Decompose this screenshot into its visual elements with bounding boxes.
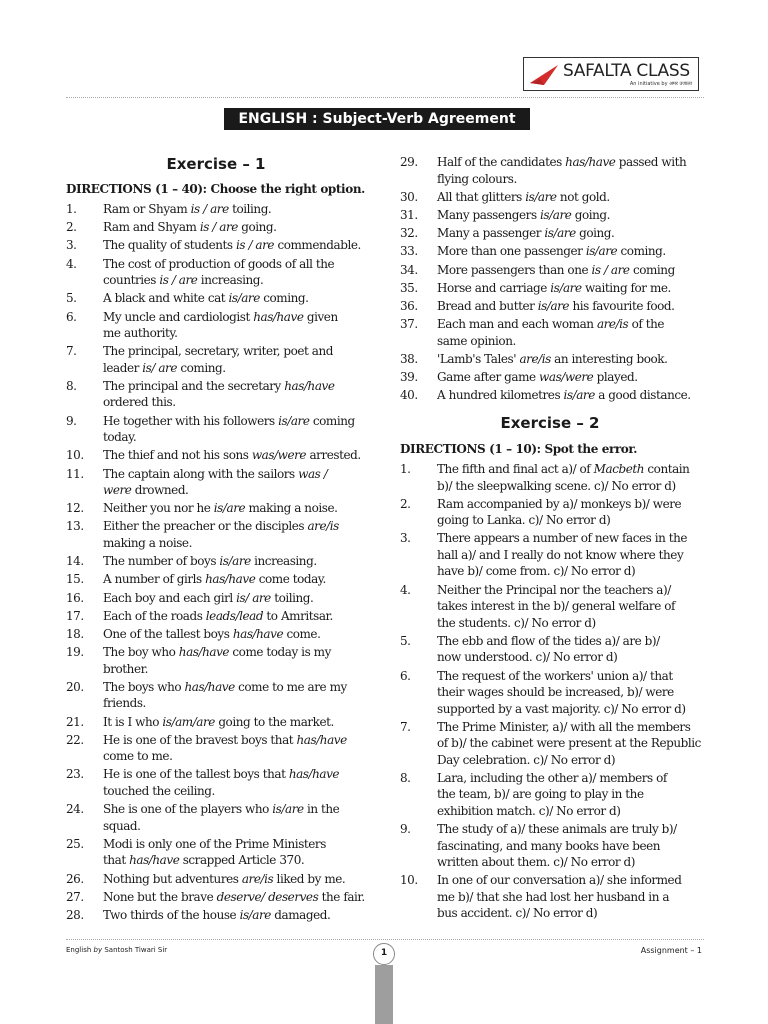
footer-author (66, 946, 167, 954)
item-line: touched the ceiling. (103, 783, 215, 798)
item-line: The boys who has/have come to me are my (103, 679, 347, 694)
item-line: The cost of production of goods of all the (103, 256, 335, 271)
item-line: A number of girls has/have come today. (103, 572, 326, 587)
item-line: me authority. (103, 326, 178, 340)
item-number: 19. (66, 645, 84, 660)
item-text (437, 225, 702, 242)
item-line: Ram accompanied by a)/ monkeys b)/ were (437, 496, 682, 511)
item-number: 31. (400, 207, 418, 222)
page-title: ENGLISH : Subject-Verb Agreement (224, 108, 530, 130)
item-text (103, 343, 368, 376)
item-text (437, 668, 702, 718)
ex1-item-3 (66, 237, 368, 254)
item-line: The fifth and final act a)/ of Macbeth contain (437, 462, 690, 476)
item-text (103, 714, 368, 731)
item-line: The principal, secretary, writer, poet and (103, 344, 333, 359)
item-number: 25. (66, 836, 84, 851)
ex1-item-15 (66, 571, 368, 588)
item-text (437, 719, 702, 769)
item-line: More passengers than one is / are coming (437, 262, 675, 277)
item-line: Ram or Shyam is / are toiling. (103, 202, 272, 216)
footer-assignment: Assignment – 1 (640, 946, 702, 955)
item-line: A black and white cat is/are coming. (103, 291, 309, 306)
exercise-2-directions: DIRECTIONS (1 – 10): Spot the error. (400, 442, 638, 456)
ex2-item-1 (400, 461, 702, 494)
item-line: The thief and not his sons was/were arrested. (103, 448, 361, 463)
item-text (437, 821, 702, 871)
item-text (103, 644, 368, 677)
item-number: 15. (66, 572, 84, 587)
ex1-item-37 (400, 316, 702, 349)
exercise-1-directions: DIRECTIONS (1 – 40): Choose the right option. (66, 182, 365, 196)
item-line: The quality of students is / are commendable. (103, 238, 361, 253)
item-line: bus accident. c)/ No error d) (437, 906, 598, 921)
item-line: Two thirds of the house is/are damaged. (103, 907, 331, 922)
item-line: leader is/ are coming. (103, 360, 226, 375)
item-number: 33. (400, 244, 418, 259)
item-text (103, 766, 368, 799)
item-line: Neither the Principal nor the teachers a)/ (437, 582, 671, 597)
item-text (103, 836, 368, 869)
exercise-2-heading: Exercise – 2 (500, 414, 600, 432)
item-text (437, 316, 702, 349)
item-text (103, 447, 368, 464)
item-line: flying colours. (437, 171, 517, 186)
item-text (103, 608, 368, 625)
item-number: 26. (66, 871, 84, 886)
safalta-class-logo (523, 57, 699, 91)
ex1-item-33 (400, 243, 702, 260)
item-number: 12. (66, 501, 84, 516)
item-number: 36. (400, 298, 418, 313)
ex1-item-35 (400, 280, 702, 297)
logo-tagline: An initiative by अमर उजाला (629, 81, 692, 87)
footer-divider (66, 939, 704, 940)
item-line: brother. (103, 661, 148, 676)
item-number: 10. (66, 448, 84, 463)
item-text (437, 189, 702, 206)
item-text (103, 679, 368, 712)
logo-name: SAFALTA CLASS (563, 61, 690, 81)
item-text (103, 378, 368, 411)
page-number: 1 (373, 943, 395, 965)
ex2-item-7 (400, 719, 702, 769)
ex1-item-25 (66, 836, 368, 869)
item-number: 38. (400, 351, 418, 366)
exercise-1-heading: Exercise – 1 (166, 155, 266, 173)
ex1-item-16 (66, 590, 368, 607)
item-number: 24. (66, 802, 84, 817)
item-number: 34. (400, 262, 418, 277)
ex1-item-6 (66, 309, 368, 342)
item-line: He is one of the tallest boys that has/have (103, 767, 340, 782)
item-text (437, 461, 702, 494)
ex1-item-32 (400, 225, 702, 242)
item-number: 32. (400, 226, 418, 241)
item-text (437, 496, 702, 529)
item-number: 4. (66, 256, 77, 271)
item-line: There appears a number of new faces in the (437, 531, 688, 546)
item-line: The ebb and flow of the tides a)/ are b)/ (437, 633, 660, 648)
item-line: hall a)/ and I really do not know where they (437, 547, 684, 562)
item-text (437, 298, 702, 315)
item-line: The request of the workers' union a)/ that (437, 668, 673, 683)
item-line: Many passengers is/are going. (437, 207, 611, 222)
ex1-item-34 (400, 262, 702, 279)
ex2-item-4 (400, 582, 702, 632)
item-line: She is one of the players who is/are in the (103, 802, 340, 817)
item-line: He is one of the bravest boys that has/have (103, 732, 347, 747)
item-number: 22. (66, 732, 84, 747)
item-line: Nothing but adventures are/is liked by me. (103, 871, 346, 886)
item-line: None but the brave deserve/ deserves the fair. (103, 889, 365, 904)
ex1-item-11 (66, 466, 368, 499)
item-line: now understood. c)/ No error d) (437, 650, 618, 665)
item-number: 29. (400, 155, 418, 169)
item-text (103, 801, 368, 834)
ex1-item-38 (400, 351, 702, 368)
item-number: 7. (66, 344, 77, 359)
item-text (103, 500, 368, 517)
item-text (437, 369, 702, 386)
item-line: written about them. c)/ No error d) (437, 855, 635, 870)
item-text (103, 201, 368, 218)
item-text (437, 351, 702, 368)
item-line: that has/have scrapped Article 370. (103, 853, 305, 868)
item-number: 1. (66, 202, 77, 216)
item-line: The number of boys is/are increasing. (103, 554, 317, 569)
ex1-item-28 (66, 907, 368, 924)
item-text (437, 387, 702, 404)
ex1-item-10 (66, 447, 368, 464)
item-number: 11. (66, 466, 84, 481)
ex1-item-12 (66, 500, 368, 517)
ex1-item-23 (66, 766, 368, 799)
item-line: Half of the candidates has/have passed with (437, 155, 687, 169)
item-text (103, 732, 368, 765)
item-line: Either the preacher or the disciples are/is (103, 519, 339, 534)
item-line: Game after game was/were played. (437, 370, 638, 384)
item-text (103, 553, 368, 570)
item-line: In one of our conversation a)/ she informed (437, 873, 682, 888)
item-text (103, 256, 368, 289)
ex1-item-29 (400, 154, 702, 187)
item-text (103, 626, 368, 643)
item-number: 8. (66, 378, 77, 393)
item-text (103, 518, 368, 551)
item-line: today. (103, 430, 137, 445)
item-number: 1. (400, 462, 411, 476)
item-text (103, 413, 368, 446)
item-number: 16. (66, 590, 84, 605)
item-text (103, 889, 368, 906)
item-number: 40. (400, 388, 418, 403)
item-line: The Prime Minister, a)/ with all the members (437, 719, 691, 734)
page-number-tab (375, 965, 393, 1024)
ex2-item-10 (400, 872, 702, 922)
ex1-item-19 (66, 644, 368, 677)
ex1-item-5 (66, 290, 368, 307)
item-number: 5. (66, 291, 77, 306)
item-line: making a noise. (103, 535, 192, 550)
item-number: 37. (400, 317, 418, 332)
item-line: have b)/ come from. c)/ No error d) (437, 564, 636, 579)
item-text (437, 530, 702, 580)
item-text (103, 907, 368, 924)
item-line: b)/ the sleepwalking scene. c)/ No error d) (437, 478, 676, 493)
item-number: 6. (400, 668, 411, 683)
item-number: 17. (66, 608, 84, 623)
item-text (437, 243, 702, 260)
item-number: 6. (66, 309, 77, 324)
ex2-item-6 (400, 668, 702, 718)
item-text (103, 590, 368, 607)
item-line: friends. (103, 696, 146, 711)
item-line: their wages should be increased, b)/ were (437, 685, 674, 699)
footer-subject: English (66, 946, 92, 954)
item-text (103, 871, 368, 888)
item-text (103, 466, 368, 499)
item-line: takes interest in the b)/ general welfare of (437, 599, 675, 614)
ex1-item-9 (66, 413, 368, 446)
item-text (103, 309, 368, 342)
ex1-item-24 (66, 801, 368, 834)
item-line: Lara, including the other a)/ members of (437, 770, 667, 785)
item-number: 2. (66, 220, 77, 235)
item-line: were drowned. (103, 483, 189, 497)
ex1-item-17 (66, 608, 368, 625)
item-number: 27. (66, 889, 84, 904)
item-text (437, 207, 702, 224)
item-number: 10. (400, 873, 418, 888)
item-line: Each of the roads leads/lead to Amritsar. (103, 608, 333, 623)
item-number: 21. (66, 714, 84, 729)
item-text (437, 872, 702, 922)
item-text (103, 571, 368, 588)
ex1-item-2 (66, 219, 368, 236)
item-text (437, 633, 702, 666)
ex1-item-36 (400, 298, 702, 315)
item-line: Modi is only one of the Prime Ministers (103, 836, 326, 851)
ex1-item-40 (400, 387, 702, 404)
item-text (103, 290, 368, 307)
item-line: It is I who is/am/are going to the market. (103, 714, 334, 729)
item-line: Neither you nor he is/are making a noise. (103, 501, 338, 516)
ex2-item-5 (400, 633, 702, 666)
item-number: 2. (400, 496, 411, 511)
item-line: supported by a vast majority. c)/ No error d) (437, 701, 686, 716)
item-number: 4. (400, 582, 411, 597)
item-number: 23. (66, 767, 84, 782)
ex2-item-9 (400, 821, 702, 871)
item-line: A hundred kilometres is/are a good distance. (437, 388, 691, 403)
ex1-item-8 (66, 378, 368, 411)
item-line: squad. (103, 818, 141, 833)
item-number: 7. (400, 719, 411, 734)
item-line: 'Lamb's Tales' are/is an interesting book. (437, 351, 668, 366)
ex1-item-7 (66, 343, 368, 376)
ex1-item-27 (66, 889, 368, 906)
item-number: 18. (66, 626, 84, 641)
footer-by: by (93, 946, 103, 954)
item-line: The study of a)/ these animals are truly b)/ (437, 822, 677, 837)
ex2-item-8 (400, 770, 702, 820)
item-text (103, 237, 368, 254)
ex1-item-31 (400, 207, 702, 224)
item-line: One of the tallest boys has/have come. (103, 626, 321, 641)
item-number: 8. (400, 770, 411, 785)
item-number: 20. (66, 679, 84, 694)
item-line: Ram and Shyam is / are going. (103, 220, 277, 235)
item-line: Day celebration. c)/ No error d) (437, 752, 616, 767)
item-line: The principal and the secretary has/have (103, 378, 335, 393)
ex2-item-3 (400, 530, 702, 580)
item-number: 39. (400, 370, 418, 384)
paper-plane-logo-icon (528, 61, 562, 87)
item-number: 30. (400, 189, 418, 204)
item-line: Each boy and each girl is/ are toiling. (103, 590, 314, 605)
ex1-item-30 (400, 189, 702, 206)
item-number: 28. (66, 907, 84, 922)
item-line: He together with his followers is/are coming (103, 413, 355, 428)
ex1-item-20 (66, 679, 368, 712)
item-line: of b)/ the cabinet were present at the Republic (437, 736, 701, 751)
item-line: ordered this. (103, 395, 176, 410)
item-line: the team, b)/ are going to play in the (437, 787, 644, 802)
item-line: Horse and carriage is/are waiting for me. (437, 280, 671, 295)
ex1-item-26 (66, 871, 368, 888)
item-line: come to me. (103, 749, 173, 764)
item-text (103, 219, 368, 236)
item-line: The captain along with the sailors was / (103, 466, 328, 481)
item-number: 35. (400, 280, 418, 295)
item-line: going to Lanka. c)/ No error d) (437, 513, 611, 528)
item-line: Each man and each woman are/is of the (437, 317, 665, 332)
item-line: fascinating, and many books have been (437, 838, 661, 853)
item-text (437, 582, 702, 632)
item-line: My uncle and cardiologist has/have given (103, 309, 338, 324)
ex1-item-4 (66, 256, 368, 289)
ex1-item-13 (66, 518, 368, 551)
ex2-item-2 (400, 496, 702, 529)
footer-teacher: Santosh Tiwari Sir (104, 946, 168, 954)
ex1-item-14 (66, 553, 368, 570)
header-divider (66, 97, 704, 98)
item-line: Bread and butter is/are his favourite food. (437, 298, 675, 313)
item-line: exhibition match. c)/ No error d) (437, 803, 621, 818)
item-text (437, 770, 702, 820)
item-line: countries is / are increasing. (103, 273, 264, 288)
item-line: me b)/ that she had lost her husband in a (437, 889, 670, 904)
item-line: Many a passenger is/are going. (437, 226, 615, 241)
item-line: More than one passenger is/are coming. (437, 244, 666, 259)
ex1-item-22 (66, 732, 368, 765)
ex1-item-1 (66, 201, 368, 218)
item-text (437, 154, 702, 187)
item-text (437, 262, 702, 279)
item-line: same opinion. (437, 333, 516, 348)
item-number: 14. (66, 554, 84, 569)
item-number: 5. (400, 633, 411, 648)
item-number: 9. (66, 413, 77, 428)
item-text (437, 280, 702, 297)
item-number: 3. (400, 531, 411, 546)
ex1-item-39 (400, 369, 702, 386)
item-number: 13. (66, 519, 84, 534)
item-line: the students. c)/ No error d) (437, 615, 596, 630)
item-number: 3. (66, 238, 77, 253)
ex1-item-21 (66, 714, 368, 731)
ex1-item-18 (66, 626, 368, 643)
item-line: The boy who has/have come today is my (103, 645, 331, 660)
item-line: All that glitters is/are not gold. (437, 189, 610, 204)
item-number: 9. (400, 822, 411, 837)
